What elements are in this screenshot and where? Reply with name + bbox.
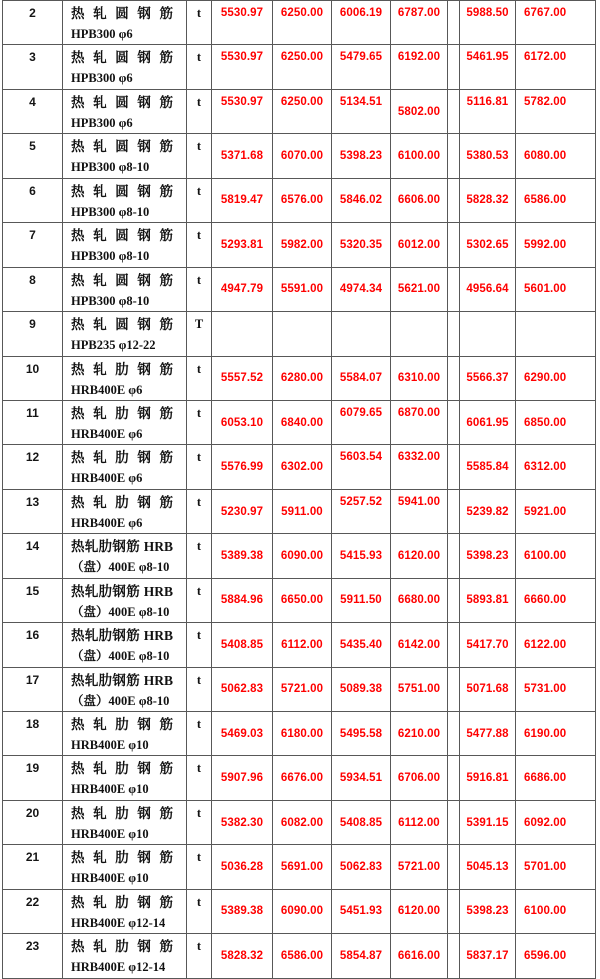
spacer-cell (448, 712, 460, 756)
price-cell: 6840.00 (273, 401, 332, 445)
row-number-cell: 7 (3, 223, 63, 267)
row-number-cell: 3 (3, 45, 63, 89)
price-cell: 6012.00 (391, 223, 448, 267)
price-cell: 5479.65 (332, 45, 391, 89)
item-name-cell (63, 579, 187, 623)
price-cell: 6079.65 (332, 401, 391, 445)
table-row (3, 934, 595, 978)
unit-cell: t (187, 445, 212, 489)
price-cell: 6660.00 (516, 579, 595, 623)
item-name-cell (63, 179, 187, 223)
price-cell: 5911.00 (273, 490, 332, 534)
price-cell: 6120.00 (391, 890, 448, 934)
price-cell: 6280.00 (273, 357, 332, 401)
price-cell: 5721.00 (391, 845, 448, 889)
price-cell: 5566.37 (460, 357, 516, 401)
price-cell: 5257.52 (332, 490, 391, 534)
item-name-line1: 热轧肋钢筋 (71, 450, 173, 466)
item-name-cell (63, 534, 187, 578)
item-name-cell (63, 490, 187, 534)
price-cell: 5071.68 (460, 668, 516, 712)
item-name-line2: HRB400E φ6 (71, 515, 143, 530)
price-cell: 5802.00 (391, 90, 448, 134)
price-cell (212, 312, 273, 356)
price-cell: 5320.35 (332, 223, 391, 267)
price-cell: 5911.50 (332, 579, 391, 623)
item-name-cell (63, 623, 187, 667)
price-cell: 5230.97 (212, 490, 273, 534)
price-cell: 6686.00 (516, 756, 595, 800)
item-name-line2: HRB400E φ12-14 (71, 960, 166, 975)
price-cell: 5451.93 (332, 890, 391, 934)
price-cell: 5380.53 (460, 134, 516, 178)
price-cell: 5601.00 (516, 268, 595, 312)
spacer-cell (448, 490, 460, 534)
item-name-line2: HRB400E φ6 (71, 426, 143, 441)
item-name-cell (63, 934, 187, 978)
row-number-cell: 16 (3, 623, 63, 667)
price-cell: 5089.38 (332, 668, 391, 712)
price-cell: 5585.84 (460, 445, 516, 489)
row-number-cell: 22 (3, 890, 63, 934)
price-cell: 5721.00 (273, 668, 332, 712)
table-row (3, 756, 595, 800)
price-cell: 6061.95 (460, 401, 516, 445)
table-row (3, 490, 595, 534)
price-cell: 6586.00 (273, 934, 332, 978)
row-number-cell: 14 (3, 534, 63, 578)
price-cell: 5621.00 (391, 268, 448, 312)
row-number-cell: 17 (3, 668, 63, 712)
price-cell: 5391.15 (460, 801, 516, 845)
item-name-cell (63, 445, 187, 489)
item-name-line2: HPB300 φ8-10 (71, 293, 150, 308)
price-cell: 5435.40 (332, 623, 391, 667)
price-cell: 6082.00 (273, 801, 332, 845)
price-cell: 5045.13 (460, 845, 516, 889)
item-name-cell (63, 845, 187, 889)
item-name-line2: HPB300 φ6 (71, 71, 133, 86)
price-cell: 4947.79 (212, 268, 273, 312)
table-row (3, 712, 595, 756)
price-cell: 5893.81 (460, 579, 516, 623)
price-cell: 5988.50 (460, 1, 516, 45)
item-name-line1: 热轧肋钢筋 (71, 894, 173, 910)
spacer-cell (448, 579, 460, 623)
item-name-line1: 热轧肋钢筋 HRB (71, 583, 173, 599)
price-cell: 5530.97 (212, 90, 273, 134)
price-cell (273, 312, 332, 356)
table-row (3, 90, 595, 134)
price-cell: 5389.38 (212, 890, 273, 934)
price-cell: 5389.38 (212, 534, 273, 578)
item-name-line2: HRB400E φ10 (71, 782, 149, 797)
price-cell: 5828.32 (460, 179, 516, 223)
price-cell: 6606.00 (391, 179, 448, 223)
price-cell: 5382.30 (212, 801, 273, 845)
row-number-cell: 9 (3, 312, 63, 356)
item-name-line1: 热轧圆钢筋 (71, 183, 173, 199)
price-cell: 5461.95 (460, 45, 516, 89)
item-name-line1: 热轧肋钢筋 (71, 717, 173, 732)
item-name-line1: 热轧肋钢筋 (71, 405, 173, 421)
price-cell: 6586.00 (516, 179, 595, 223)
row-number-cell: 13 (3, 490, 63, 534)
price-cell: 5530.97 (212, 1, 273, 45)
item-name-cell (63, 223, 187, 267)
price-cell: 5591.00 (273, 268, 332, 312)
price-cell: 5398.23 (332, 134, 391, 178)
table-row (3, 579, 595, 623)
item-name-line1: 热轧圆钢筋 (71, 94, 173, 110)
table-row (3, 45, 595, 89)
row-number-cell: 6 (3, 179, 63, 223)
price-cell: 6100.00 (516, 534, 595, 578)
price-cell: 5992.00 (516, 223, 595, 267)
item-name-line2: HPB235 φ12-22 (71, 338, 156, 353)
price-cell: 6596.00 (516, 934, 595, 978)
price-cell: 5408.85 (212, 623, 273, 667)
price-cell: 6190.00 (516, 712, 595, 756)
unit-cell: t (187, 668, 212, 712)
price-cell: 6142.00 (391, 623, 448, 667)
price-cell (460, 312, 516, 356)
row-number-cell: 19 (3, 756, 63, 800)
price-cell: 5116.81 (460, 90, 516, 134)
item-name-line1: 热轧圆钢筋 (71, 272, 173, 288)
spacer-cell (448, 668, 460, 712)
row-number-cell: 12 (3, 445, 63, 489)
price-cell: 5417.70 (460, 623, 516, 667)
row-number-cell: 23 (3, 934, 63, 978)
spacer-cell (448, 445, 460, 489)
row-number-cell: 20 (3, 801, 63, 845)
row-number-cell: 8 (3, 268, 63, 312)
spacer-cell (448, 1, 460, 45)
table-row (3, 401, 595, 445)
price-cell: 6250.00 (273, 90, 332, 134)
spacer-cell (448, 357, 460, 401)
spacer-cell (448, 268, 460, 312)
table-row (3, 801, 595, 845)
item-name-cell (63, 401, 187, 445)
item-name-line2: HPB300 φ6 (71, 27, 133, 41)
spacer-cell (448, 223, 460, 267)
item-name-line2: （盘）400E φ8-10 (71, 649, 170, 664)
table-row (3, 179, 595, 223)
price-cell: 6180.00 (273, 712, 332, 756)
item-name-cell (63, 134, 187, 178)
price-cell: 6100.00 (391, 134, 448, 178)
item-name-cell (63, 45, 187, 89)
item-name-line1: 热轧肋钢筋 HRB (71, 672, 173, 688)
price-cell: 5557.52 (212, 357, 273, 401)
unit-cell: t (187, 712, 212, 756)
item-name-line1: 热轧肋钢筋 HRB (71, 539, 173, 555)
row-number-cell: 15 (3, 579, 63, 623)
price-cell: 5469.03 (212, 712, 273, 756)
item-name-line2: （盘）400E φ8-10 (71, 693, 170, 708)
price-cell: 4974.34 (332, 268, 391, 312)
table-row (3, 268, 595, 312)
price-cell: 5916.81 (460, 756, 516, 800)
row-number-cell: 4 (3, 90, 63, 134)
price-cell: 5846.02 (332, 179, 391, 223)
row-number-cell: 11 (3, 401, 63, 445)
item-name-line2: HRB400E φ6 (71, 471, 143, 486)
price-cell: 6053.10 (212, 401, 273, 445)
price-cell: 5921.00 (516, 490, 595, 534)
price-cell: 5371.68 (212, 134, 273, 178)
table-row (3, 312, 595, 356)
row-number-cell: 5 (3, 134, 63, 178)
unit-cell: t (187, 134, 212, 178)
price-cell: 6250.00 (273, 45, 332, 89)
price-table (2, 0, 596, 979)
price-cell: 6787.00 (391, 1, 448, 45)
item-name-line1: 热轧圆钢筋 (71, 50, 173, 66)
item-name-line1: 热轧圆钢筋 (71, 139, 173, 155)
item-name-line1: 热轧肋钢筋 (71, 805, 173, 821)
price-cell: 5530.97 (212, 45, 273, 89)
unit-cell: t (187, 401, 212, 445)
price-cell: 6576.00 (273, 179, 332, 223)
price-cell: 6006.19 (332, 1, 391, 45)
price-cell: 6767.00 (516, 1, 595, 45)
spacer-cell (448, 623, 460, 667)
price-cell: 5603.54 (332, 445, 391, 489)
price-cell: 5934.51 (332, 756, 391, 800)
spacer-cell (448, 756, 460, 800)
unit-cell: T (187, 312, 212, 356)
spacer-cell (448, 312, 460, 356)
price-cell: 6172.00 (516, 45, 595, 89)
item-name-line1: 热轧圆钢筋 (71, 317, 173, 333)
unit-cell: t (187, 534, 212, 578)
price-cell: 5576.99 (212, 445, 273, 489)
price-cell: 5828.32 (212, 934, 273, 978)
item-name-cell (63, 756, 187, 800)
price-cell: 5731.00 (516, 668, 595, 712)
spacer-cell (448, 179, 460, 223)
price-cell: 6122.00 (516, 623, 595, 667)
price-cell: 6650.00 (273, 579, 332, 623)
unit-cell: t (187, 490, 212, 534)
table-row (3, 223, 595, 267)
item-name-line1: 热轧肋钢筋 HRB (71, 628, 173, 644)
price-cell: 6676.00 (273, 756, 332, 800)
item-name-line2: HPB300 φ8-10 (71, 160, 150, 175)
item-name-line2: HPB300 φ6 (71, 115, 133, 130)
item-name-line2: （盘）400E φ8-10 (71, 604, 170, 619)
item-name-line2: HRB400E φ6 (71, 382, 143, 397)
unit-cell: t (187, 579, 212, 623)
price-cell: 5837.17 (460, 934, 516, 978)
item-name-line2: HRB400E φ12-14 (71, 915, 166, 930)
item-name-cell (63, 90, 187, 134)
price-cell: 5782.00 (516, 90, 595, 134)
price-cell: 5062.83 (332, 845, 391, 889)
price-cell: 5134.51 (332, 90, 391, 134)
price-cell: 5819.47 (212, 179, 273, 223)
price-cell: 6100.00 (516, 890, 595, 934)
price-cell: 4956.64 (460, 268, 516, 312)
price-cell: 5701.00 (516, 845, 595, 889)
unit-cell: t (187, 756, 212, 800)
item-name-line2: HPB300 φ8-10 (71, 204, 150, 219)
item-name-line1: 热轧肋钢筋 (71, 939, 173, 955)
price-cell: 5239.82 (460, 490, 516, 534)
price-cell: 5884.96 (212, 579, 273, 623)
price-cell: 5854.87 (332, 934, 391, 978)
row-number-cell: 2 (3, 1, 63, 45)
row-number-cell: 21 (3, 845, 63, 889)
price-cell: 6310.00 (391, 357, 448, 401)
table-row (3, 134, 595, 178)
spacer-cell (448, 534, 460, 578)
item-name-cell (63, 668, 187, 712)
price-cell: 5751.00 (391, 668, 448, 712)
price-cell: 6080.00 (516, 134, 595, 178)
item-name-line1: 热轧肋钢筋 (71, 361, 173, 377)
price-cell: 5495.58 (332, 712, 391, 756)
price-cell: 5408.85 (332, 801, 391, 845)
table-row (3, 534, 595, 578)
price-cell: 6706.00 (391, 756, 448, 800)
price-cell: 5691.00 (273, 845, 332, 889)
unit-cell: t (187, 845, 212, 889)
table-row (3, 623, 595, 667)
item-name-cell (63, 268, 187, 312)
item-name-line1: 热轧肋钢筋 (71, 850, 173, 866)
price-cell: 5941.00 (391, 490, 448, 534)
price-cell: 5982.00 (273, 223, 332, 267)
item-name-line2: HRB400E φ10 (71, 826, 149, 841)
item-name-cell (63, 712, 187, 756)
price-cell: 6120.00 (391, 534, 448, 578)
table-row (3, 445, 595, 489)
unit-cell: t (187, 179, 212, 223)
price-cell: 6302.00 (273, 445, 332, 489)
spacer-cell (448, 90, 460, 134)
price-cell: 5907.96 (212, 756, 273, 800)
price-cell (391, 312, 448, 356)
item-name-cell (63, 312, 187, 356)
table-row (3, 668, 595, 712)
spacer-cell (448, 801, 460, 845)
spacer-cell (448, 401, 460, 445)
price-cell: 6680.00 (391, 579, 448, 623)
spacer-cell (448, 890, 460, 934)
unit-cell: t (187, 357, 212, 401)
price-cell: 6290.00 (516, 357, 595, 401)
spacer-cell (448, 45, 460, 89)
item-name-line2: HRB400E φ10 (71, 871, 149, 886)
price-cell (516, 312, 595, 356)
item-name-line2: HRB400E φ10 (71, 738, 149, 752)
item-name-line1: 热轧圆钢筋 (71, 6, 173, 21)
unit-cell: t (187, 223, 212, 267)
price-cell: 5293.81 (212, 223, 273, 267)
table-row (3, 890, 595, 934)
item-name-cell (63, 890, 187, 934)
item-name-cell (63, 357, 187, 401)
price-cell: 6192.00 (391, 45, 448, 89)
price-cell: 6210.00 (391, 712, 448, 756)
price-cell: 6870.00 (391, 401, 448, 445)
unit-cell: t (187, 623, 212, 667)
price-cell: 6090.00 (273, 534, 332, 578)
row-number-cell: 10 (3, 357, 63, 401)
price-cell: 5036.28 (212, 845, 273, 889)
unit-cell: t (187, 934, 212, 978)
unit-cell: t (187, 890, 212, 934)
table-row (3, 1, 595, 45)
row-number-cell: 18 (3, 712, 63, 756)
price-cell: 6092.00 (516, 801, 595, 845)
table-row (3, 357, 595, 401)
price-cell: 6332.00 (391, 445, 448, 489)
price-cell: 5415.93 (332, 534, 391, 578)
price-cell: 6112.00 (391, 801, 448, 845)
item-name-cell (63, 801, 187, 845)
unit-cell: t (187, 801, 212, 845)
price-cell: 6070.00 (273, 134, 332, 178)
table-row (3, 845, 595, 889)
item-name-cell (63, 1, 187, 45)
item-name-line1: 热轧肋钢筋 (71, 494, 173, 510)
price-cell: 6312.00 (516, 445, 595, 489)
price-cell: 5398.23 (460, 890, 516, 934)
spacer-cell (448, 845, 460, 889)
price-cell: 6090.00 (273, 890, 332, 934)
price-cell: 5584.07 (332, 357, 391, 401)
price-cell: 6112.00 (273, 623, 332, 667)
item-name-line2: （盘）400E φ8-10 (71, 560, 170, 575)
spacer-cell (448, 134, 460, 178)
price-cell: 5398.23 (460, 534, 516, 578)
price-cell: 5302.65 (460, 223, 516, 267)
spacer-cell (448, 934, 460, 978)
price-cell: 6616.00 (391, 934, 448, 978)
price-cell: 5477.88 (460, 712, 516, 756)
item-name-line2: HPB300 φ8-10 (71, 249, 150, 264)
price-cell: 5062.83 (212, 668, 273, 712)
price-cell: 6850.00 (516, 401, 595, 445)
unit-cell: t (187, 268, 212, 312)
price-cell (332, 312, 391, 356)
unit-cell: t (187, 1, 212, 45)
item-name-line1: 热轧肋钢筋 (71, 761, 173, 777)
price-cell: 6250.00 (273, 1, 332, 45)
item-name-line1: 热轧圆钢筋 (71, 228, 173, 244)
unit-cell: t (187, 45, 212, 89)
unit-cell: t (187, 90, 212, 134)
